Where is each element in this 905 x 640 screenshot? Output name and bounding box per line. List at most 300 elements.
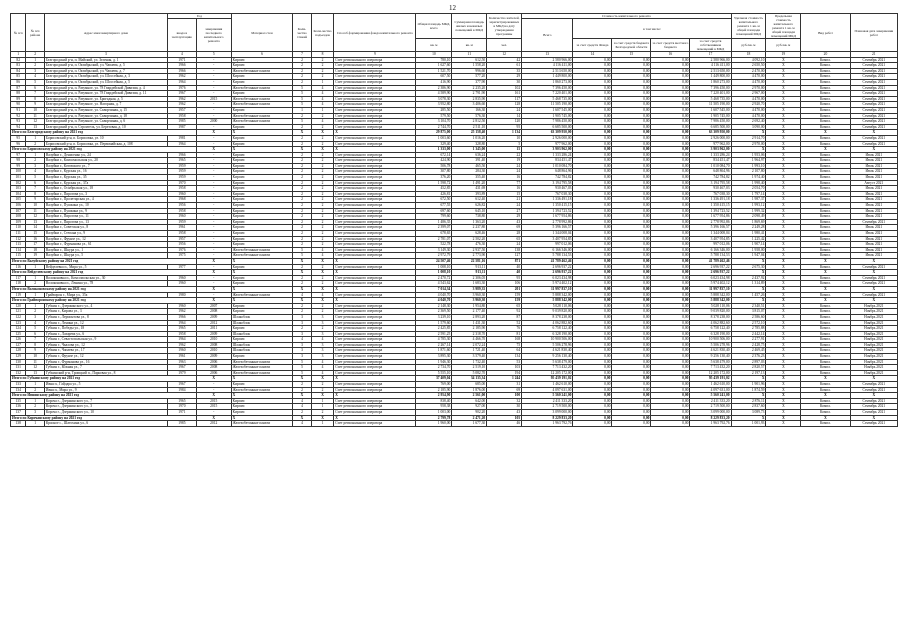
table-cell: Компл. bbox=[801, 370, 850, 376]
table-cell: Волоконовка п., Ленина ул., 78 bbox=[44, 281, 167, 287]
table-cell: 2 bbox=[293, 113, 311, 119]
table-cell: 1 721,40 bbox=[452, 348, 487, 354]
table-cell: Счет регионального оператора bbox=[334, 354, 416, 360]
table-cell: - bbox=[196, 141, 231, 147]
table-cell: 2 bbox=[293, 203, 311, 209]
table-cell: 5 bbox=[26, 326, 44, 332]
table-cell: X bbox=[766, 376, 801, 382]
column-index-cell: 5 bbox=[196, 52, 231, 58]
table-cell: Волоконовка п., Комсомольская ул., 30 bbox=[44, 275, 167, 281]
table-cell: - bbox=[196, 169, 231, 175]
table-cell: 4 bbox=[311, 253, 334, 259]
table-cell: X bbox=[850, 415, 897, 421]
table-cell: 114 bbox=[11, 247, 26, 253]
table-cell: 17 bbox=[26, 242, 44, 248]
table-cell: X bbox=[766, 247, 801, 253]
table-cell: 2006 bbox=[196, 359, 231, 365]
table-cell: Счет регионального оператора bbox=[334, 158, 416, 164]
table-cell: 8 378 238,00 bbox=[522, 314, 573, 320]
table-cell: 2012 bbox=[196, 320, 231, 326]
table-cell: 0,00 bbox=[651, 298, 690, 304]
table-cell: Счет регионального оператора bbox=[334, 163, 416, 169]
table-cell: 1 677 954,86 bbox=[690, 214, 731, 220]
table-cell: 5 028 110,06 bbox=[522, 303, 573, 309]
table-cell: X bbox=[766, 135, 801, 141]
table-cell: Счет регионального оператора bbox=[334, 348, 416, 354]
table-cell: 0,00 bbox=[651, 175, 690, 181]
table-cell: Компл. bbox=[801, 119, 850, 125]
table-cell: 81 bbox=[487, 331, 522, 337]
table-cell: 0,00 bbox=[651, 214, 690, 220]
table-cell: 648 864,96 bbox=[522, 169, 573, 175]
table-cell: Сентябрь 2021 bbox=[850, 124, 897, 130]
table-cell: 2 bbox=[293, 214, 311, 220]
table-cell: 65 bbox=[487, 303, 522, 309]
table-cell: 2 696 937,22 bbox=[522, 264, 573, 270]
table-cell: 1 134 bbox=[487, 130, 522, 136]
table-cell: 0,00 bbox=[612, 135, 651, 141]
table-cell: 4 bbox=[293, 398, 311, 404]
table-cell: 1 350 415,15 bbox=[690, 203, 731, 209]
table-cell: 1958 bbox=[168, 231, 197, 237]
table-cell: 1 462 610,00 bbox=[690, 382, 731, 388]
table-cell: 1966 bbox=[168, 68, 197, 74]
table-cell: Компл. bbox=[801, 242, 850, 248]
table-cell: X bbox=[766, 225, 801, 231]
table-cell: X bbox=[311, 130, 334, 136]
table-cell: Счет регионального оператора bbox=[334, 421, 416, 427]
table-cell: Компл. bbox=[801, 320, 850, 326]
col-header-total-area: Общая площадь МКД, всего bbox=[416, 14, 452, 39]
table-cell: X bbox=[311, 147, 334, 153]
table-cell: Белгородский р-н, п. Майский, ул. Зеленая, д. 1 bbox=[44, 57, 167, 63]
table-cell: - bbox=[196, 236, 231, 242]
col-header-unit-cost: Удельная стоимость капитального ремонта 1 кв. м общей площади помещений МКД bbox=[731, 14, 766, 39]
table-cell: 0,00 bbox=[573, 242, 612, 248]
table-cell: 15 bbox=[26, 231, 44, 237]
table-cell: 5 bbox=[293, 365, 311, 371]
table-cell: 2 bbox=[311, 387, 334, 393]
table-cell: - bbox=[196, 281, 231, 287]
table-cell: X bbox=[766, 91, 801, 97]
table-cell: Компл. bbox=[801, 292, 850, 298]
table-cell: 3 bbox=[311, 331, 334, 337]
table-cell: 122 bbox=[11, 314, 26, 320]
table-cell: Железобетонные панели bbox=[231, 96, 293, 102]
table-cell: 0,00 bbox=[573, 191, 612, 197]
table-cell: X bbox=[766, 219, 801, 225]
table-cell: X bbox=[766, 197, 801, 203]
table-cell: Компл. bbox=[801, 163, 850, 169]
table-cell: Валуйки г., Степана ул., 9 bbox=[44, 231, 167, 237]
table-cell: 1959 bbox=[168, 219, 197, 225]
table-cell: X bbox=[850, 147, 897, 153]
table-cell: - bbox=[196, 63, 231, 69]
table-cell: 2 bbox=[311, 68, 334, 74]
col-header-fund-method: Способ формирования фонда капитального ремонта bbox=[334, 14, 416, 52]
table-cell: 2 bbox=[311, 326, 334, 332]
table-cell: 10 bbox=[26, 107, 44, 113]
table-cell: 3 bbox=[311, 314, 334, 320]
column-index-cell: 17 bbox=[690, 52, 731, 58]
unit-area-living: кв. м bbox=[452, 39, 487, 52]
table-cell: 1 344 008,04 bbox=[522, 231, 573, 237]
table-cell: Белгородский р-н, п. Октябрьский, ул. Шоссейная, д. 3 bbox=[44, 74, 167, 80]
table-cell: Сентябрь 2021 bbox=[850, 281, 897, 287]
table-cell: 0,00 bbox=[573, 292, 612, 298]
table-cell: X bbox=[766, 303, 801, 309]
table-cell: 124 bbox=[11, 326, 26, 332]
table-cell: 2 bbox=[311, 214, 334, 220]
table-cell: 2 bbox=[293, 158, 311, 164]
table-cell: X bbox=[766, 175, 801, 181]
table-cell: 41 789 462,46 bbox=[522, 258, 573, 264]
table-cell: X bbox=[766, 314, 801, 320]
table-cell: Счет регионального оператора bbox=[334, 337, 416, 343]
table-cell: X bbox=[293, 147, 311, 153]
table-cell: 0,00 bbox=[612, 298, 651, 304]
table-cell: 2008 bbox=[196, 309, 231, 315]
table-cell: 0,00 bbox=[651, 57, 690, 63]
table-cell: 4 bbox=[26, 169, 44, 175]
table-cell: 2 bbox=[293, 231, 311, 237]
table-cell: 1 607 545,00 bbox=[690, 107, 731, 113]
table-cell: Компл. bbox=[801, 387, 850, 393]
column-index-cell: 12 bbox=[487, 52, 522, 58]
table-cell: 137 bbox=[11, 410, 26, 416]
table-cell: 2 185,90 bbox=[452, 326, 487, 332]
table-cell: 927,00 bbox=[452, 404, 487, 410]
table-cell: 4 097 631,00 bbox=[522, 387, 573, 393]
table-cell: 1 987,37 bbox=[731, 197, 766, 203]
table-cell: Кирпич bbox=[231, 231, 293, 237]
table-cell: Ноябрь 2021 bbox=[850, 348, 897, 354]
table-cell: 2 bbox=[311, 74, 334, 80]
table-cell: X bbox=[766, 119, 801, 125]
table-cell: X bbox=[801, 393, 850, 399]
col-header-wall-material: Материал стен bbox=[231, 14, 293, 52]
table-cell: 3 bbox=[311, 342, 334, 348]
table-cell: Июль 2021 bbox=[850, 203, 897, 209]
col-header-owners: за счет средств собственников помещений в МКД bbox=[690, 39, 731, 52]
table-cell: 1 225,42 bbox=[731, 236, 766, 242]
table-cell: 2 970,00 bbox=[731, 141, 766, 147]
table-cell: 0,00 bbox=[612, 242, 651, 248]
table-cell: 0,00 bbox=[573, 298, 612, 304]
table-cell: X bbox=[801, 415, 850, 421]
table-cell: Губкин г., Чапаева ул., 17 bbox=[44, 348, 167, 354]
table-cell: Июль 2021 bbox=[850, 175, 897, 181]
table-cell: 2 719 500,00 bbox=[690, 404, 731, 410]
table-cell: Счет регионального оператора bbox=[334, 141, 416, 147]
table-cell: 2008 bbox=[196, 365, 231, 371]
table-cell: Июль 2021 bbox=[850, 191, 897, 197]
table-cell: Август 2021 bbox=[850, 180, 897, 186]
table-cell: 14 bbox=[26, 225, 44, 231]
table-cell: 1971 bbox=[168, 410, 197, 416]
table-cell: Компл. bbox=[801, 91, 850, 97]
table-cell: 2 bbox=[293, 387, 311, 393]
table-cell: 84 bbox=[11, 68, 26, 74]
table-cell: 2 bbox=[293, 242, 311, 248]
table-cell: 69 bbox=[487, 387, 522, 393]
table-cell: Счет регионального оператора bbox=[334, 96, 416, 102]
table-cell: X bbox=[766, 147, 801, 153]
table-cell: Кирпич bbox=[231, 180, 293, 186]
table-cell: 22 581,16 bbox=[452, 258, 487, 264]
table-cell: Компл. bbox=[801, 79, 850, 85]
table-cell: 393,89 bbox=[452, 191, 487, 197]
table-cell: X bbox=[850, 393, 897, 399]
table-cell: 0,00 bbox=[612, 191, 651, 197]
table-cell: Кирпич bbox=[231, 398, 293, 404]
table-cell: X bbox=[293, 258, 311, 264]
table-cell: 25 158,40 bbox=[452, 130, 487, 136]
table-cell: 0,00 bbox=[651, 354, 690, 360]
table-cell: Компл. bbox=[801, 331, 850, 337]
table-cell: Железобетонные панели bbox=[231, 68, 293, 74]
table-cell: 2 586,60 bbox=[731, 314, 766, 320]
table-cell: 0,00 bbox=[573, 286, 612, 292]
table-cell: 0,00 bbox=[573, 186, 612, 192]
table-cell: 2 511,10 bbox=[452, 124, 487, 130]
table-cell: 1971 bbox=[168, 57, 197, 63]
table-cell: 2 926 000,00 bbox=[690, 135, 731, 141]
table-cell: 0,00 bbox=[651, 158, 690, 164]
table-cell: 0,00 bbox=[573, 68, 612, 74]
table-cell: 1 336 491,18 bbox=[522, 197, 573, 203]
table-cell: 168 bbox=[487, 337, 522, 343]
table-cell: 612,40 bbox=[452, 197, 487, 203]
table-cell: Валуйки г., Octябрьская ул., 18 bbox=[44, 186, 167, 192]
table-cell: 127 bbox=[11, 342, 26, 348]
table-cell: Июль 2021 bbox=[850, 158, 897, 164]
col-header-num: № п/п bbox=[11, 14, 26, 52]
table-cell: 2 428,75 bbox=[731, 342, 766, 348]
table-cell: 4 116 411,00 bbox=[690, 63, 731, 69]
table-cell: 0,00 bbox=[573, 91, 612, 97]
table-cell: Июль 2021 bbox=[850, 225, 897, 231]
table-cell: 431,69 bbox=[452, 186, 487, 192]
table-cell: 0,00 bbox=[612, 337, 651, 343]
table-cell: 626,82 bbox=[452, 203, 487, 209]
table-cell: 15 bbox=[487, 191, 522, 197]
table-cell: 1 963 792,76 bbox=[522, 421, 573, 427]
table-cell: 6 166 346,00 bbox=[522, 247, 573, 253]
table-cell: 0,00 bbox=[612, 107, 651, 113]
table-cell: X bbox=[766, 231, 801, 237]
table-cell: Счет регионального оператора bbox=[334, 309, 416, 315]
table-cell: 2 bbox=[293, 382, 311, 388]
table-cell: Белгородский р-н, п. Разумное, ул. Бригадная, д. 5 bbox=[44, 96, 167, 102]
table-cell: Компл. bbox=[801, 152, 850, 158]
table-cell: Ивня п., Мира ул., 9 bbox=[44, 387, 167, 393]
table-cell: 4 bbox=[311, 247, 334, 253]
table-cell: 105 bbox=[11, 197, 26, 203]
table-cell: 2 bbox=[311, 169, 334, 175]
table-cell: X bbox=[766, 130, 801, 136]
table-cell: 0,00 bbox=[573, 124, 612, 130]
table-cell: Июль 2021 bbox=[850, 163, 897, 169]
table-cell: 1 344 008,04 bbox=[690, 231, 731, 237]
table-cell: Ноябрь 2021 bbox=[850, 320, 897, 326]
table-cell: 3 090,00 bbox=[731, 124, 766, 130]
table-cell: Июль 2021 bbox=[850, 197, 897, 203]
table-cell: 0,00 bbox=[651, 342, 690, 348]
table-cell: X bbox=[766, 415, 801, 421]
table-cell: 2 470,00 bbox=[731, 68, 766, 74]
table-cell: 28 bbox=[487, 231, 522, 237]
table-cell: 328,80 bbox=[452, 141, 487, 147]
table-cell: 1970 bbox=[168, 180, 197, 186]
table-cell: 1 677,30 bbox=[452, 421, 487, 427]
table-cell: 6 bbox=[26, 180, 44, 186]
table-cell: X bbox=[731, 286, 766, 292]
table-cell: 1961 bbox=[168, 354, 197, 360]
col-header-local: за счет средств местного бюджета bbox=[651, 39, 690, 52]
table-cell: 1 bbox=[311, 398, 334, 404]
table-cell: 3 903 962,00 bbox=[522, 147, 573, 153]
table-cell: 2 425,85 bbox=[416, 326, 452, 332]
table-cell: 0,00 bbox=[573, 320, 612, 326]
table-cell: Июль 2021 bbox=[850, 242, 897, 248]
table-cell: X bbox=[766, 180, 801, 186]
table-cell: 0,00 bbox=[612, 119, 651, 125]
table-cell: 997 012,06 bbox=[690, 242, 731, 248]
table-cell: 2 920,70 bbox=[731, 102, 766, 108]
table-cell: 0,00 bbox=[573, 359, 612, 365]
table-cell: 159 bbox=[487, 292, 522, 298]
table-cell: 100 bbox=[11, 169, 26, 175]
table-cell: 4 bbox=[293, 337, 311, 343]
table-cell: X bbox=[766, 214, 801, 220]
table-cell: 1 960,00 bbox=[416, 421, 452, 427]
table-cell: 0,00 bbox=[651, 393, 690, 399]
table-cell: 4 466,70 bbox=[452, 337, 487, 343]
table-cell: 2 386,90 bbox=[416, 85, 452, 91]
table-cell: Кирпич bbox=[231, 107, 293, 113]
table-cell: 1965 bbox=[168, 158, 197, 164]
table-cell: 2 bbox=[311, 208, 334, 214]
table-cell: X bbox=[766, 242, 801, 248]
table-cell: 2 bbox=[293, 197, 311, 203]
table-cell: Кирпич bbox=[231, 404, 293, 410]
table-cell: Железобетонные панели bbox=[231, 119, 293, 125]
table-cell: X bbox=[766, 68, 801, 74]
table-cell: Кирпич bbox=[231, 175, 293, 181]
table-cell: 32 bbox=[487, 398, 522, 404]
table-cell: 452,85 bbox=[416, 186, 452, 192]
col-header-fund: за счет средств Фонда bbox=[573, 39, 612, 52]
table-cell: 2 bbox=[311, 219, 334, 225]
table-cell: 82 bbox=[11, 57, 26, 63]
table-cell: 0,00 bbox=[651, 63, 690, 69]
table-cell: 2 185,90 bbox=[416, 387, 452, 393]
table-cell: X bbox=[766, 63, 801, 69]
table-cell: 0,00 bbox=[573, 79, 612, 85]
table-cell: Белгородский р-н, п. Строитель, ул. Березовая, д. 10 bbox=[44, 124, 167, 130]
table-cell: Сентябрь 2021 bbox=[850, 382, 897, 388]
table-cell: 4 092,10 bbox=[731, 57, 766, 63]
table-cell: 0,00 bbox=[612, 247, 651, 253]
table-cell: Счет регионального оператора bbox=[334, 342, 416, 348]
table-cell: 3 815,07 bbox=[731, 309, 766, 315]
table-cell: Сентябрь 2021 bbox=[850, 387, 897, 393]
table-cell: 2015 bbox=[196, 96, 231, 102]
table-cell: 1 683,30 bbox=[452, 281, 487, 287]
table-cell: 0,00 bbox=[651, 421, 690, 427]
table-cell: 1959 bbox=[168, 169, 197, 175]
table-cell: 2 249,28 bbox=[731, 225, 766, 231]
table-cell: 0,00 bbox=[651, 404, 690, 410]
table-cell: 106 bbox=[487, 281, 522, 287]
table-cell: 1970 bbox=[168, 404, 197, 410]
table-cell: 0,00 bbox=[612, 85, 651, 91]
table-cell: 2 937,50 bbox=[452, 247, 487, 253]
table-cell: X bbox=[731, 270, 766, 276]
table-cell: Компл. bbox=[801, 354, 850, 360]
table-cell: - bbox=[196, 74, 231, 80]
table-cell: X bbox=[766, 141, 801, 147]
table-cell: 7 986 450,00 bbox=[690, 119, 731, 125]
table-cell: Июль 2021 bbox=[850, 247, 897, 253]
table-cell: Валуйки г., Курская ул., 37а bbox=[44, 180, 167, 186]
table-cell: 0,00 bbox=[651, 135, 690, 141]
table-cell: Счет регионального оператора bbox=[334, 102, 416, 108]
table-cell: 2009 bbox=[196, 331, 231, 337]
table-cell: 0,00 bbox=[573, 331, 612, 337]
table-cell: 4 589,90 bbox=[416, 91, 452, 97]
table-cell: X bbox=[766, 102, 801, 108]
table-cell: 3 078,30 bbox=[416, 96, 452, 102]
table-cell: Июль 2021 bbox=[850, 231, 897, 237]
table-cell: 1 bbox=[26, 303, 44, 309]
table-cell: Компл. bbox=[801, 113, 850, 119]
table-cell: 5 bbox=[487, 141, 522, 147]
table-cell: Компл. bbox=[801, 107, 850, 113]
table-cell: 2 bbox=[26, 63, 44, 69]
table-cell: 2 107,80 bbox=[731, 169, 766, 175]
table-cell: X bbox=[766, 410, 801, 416]
table-cell: 0,00 bbox=[651, 141, 690, 147]
table-cell: 87 bbox=[487, 314, 522, 320]
table-cell: 117 bbox=[11, 275, 26, 281]
table-cell: X bbox=[766, 158, 801, 164]
table-cell: 1958 bbox=[168, 208, 197, 214]
table-cell: 135 bbox=[11, 398, 26, 404]
table-cell: 0,00 bbox=[612, 124, 651, 130]
table-cell: Счет регионального оператора bbox=[334, 175, 416, 181]
table-cell: 4 bbox=[293, 421, 311, 427]
table-cell: - bbox=[196, 225, 231, 231]
table-cell: Белгородский р-н, п. Разумное, ул. Скворчиная, д. 6 bbox=[44, 119, 167, 125]
table-cell: X bbox=[231, 130, 293, 136]
table-cell: Кирпич bbox=[231, 169, 293, 175]
table-cell: 194 bbox=[487, 370, 522, 376]
table-cell: 1 732,40 bbox=[452, 359, 487, 365]
table-cell: 2 572,10 bbox=[731, 320, 766, 326]
table-cell: 5 560 241,00 bbox=[522, 393, 573, 399]
table-cell: 2010 bbox=[196, 348, 231, 354]
table-cell: 2 692,40 bbox=[731, 119, 766, 125]
table-cell: 3 406,60 bbox=[452, 102, 487, 108]
table-cell: 1 491,20 bbox=[452, 180, 487, 186]
table-cell: 2 bbox=[311, 281, 334, 287]
table-cell: X bbox=[766, 236, 801, 242]
table-cell: 4 bbox=[311, 359, 334, 365]
table-cell: 5 788 134,53 bbox=[522, 253, 573, 259]
table-cell: Сентябрь 2021 bbox=[850, 275, 897, 281]
